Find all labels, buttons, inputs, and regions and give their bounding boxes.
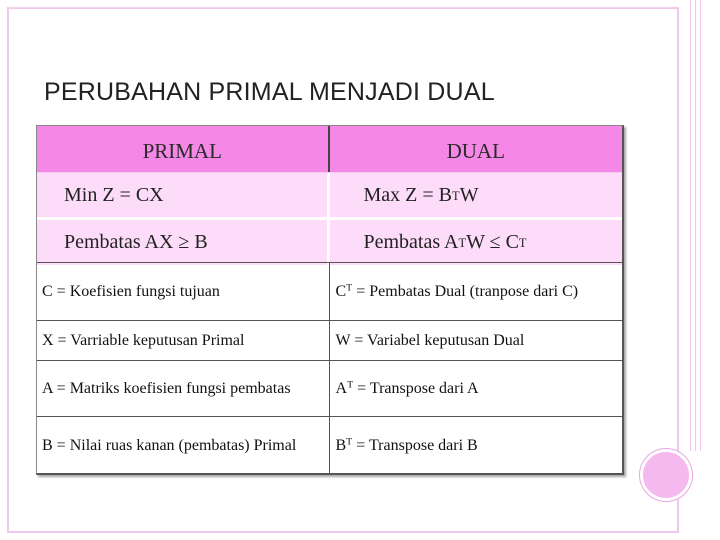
dual-definition-bt: $B^T$ = Transpose dari B: [335, 436, 478, 454]
dual-definition-c: $C^T$ = Pembatas Dual (tranpose dari C): [335, 282, 579, 300]
dual-definition-w: W = Variabel keputusan Dual: [335, 332, 525, 349]
table-row-definition: [37, 360, 622, 417]
dual-definition-at: $A^T$ = Transpose dari A: [335, 379, 479, 397]
primal-definition-c: C = Koefisien fungsi tujuan: [37, 263, 330, 321]
table-header-row: [37, 126, 622, 172]
slide-title: PERUBAHAN PRIMAL MENJADI DUAL: [44, 78, 495, 106]
primal-dual-table: [36, 125, 624, 475]
primal-definition-a: A = Matriks koefisien fungsi pembatas: [37, 361, 330, 417]
primal-definition-b: B = Nilai ruas kanan (pembatas) Primal: [37, 417, 330, 474]
primal-objective: Min Z = CX: [37, 173, 330, 218]
slide-frame-line: [8, 7, 672, 8]
primal-constraint: Pembatas AX ≥ B: [37, 220, 330, 265]
decorative-circle: [640, 449, 692, 501]
header-primal: PRIMAL: [37, 126, 330, 172]
dual-objective: Max Z = B T W: [363, 184, 479, 206]
table-row-constraint: [37, 217, 622, 265]
table-row-definition: [37, 320, 622, 361]
table-row-definition: [37, 416, 622, 474]
slide-decor-strip-2: [700, 0, 705, 451]
slide-decor-strip: [690, 0, 696, 451]
header-dual: DUAL: [446, 138, 505, 163]
primal-definition-x: X = Varriable keputusan Primal: [37, 321, 330, 361]
table-row-definition: [37, 262, 622, 321]
table-row-objective: [37, 172, 622, 218]
dual-constraint: Pembatas A T W ≤ C T: [363, 231, 527, 253]
